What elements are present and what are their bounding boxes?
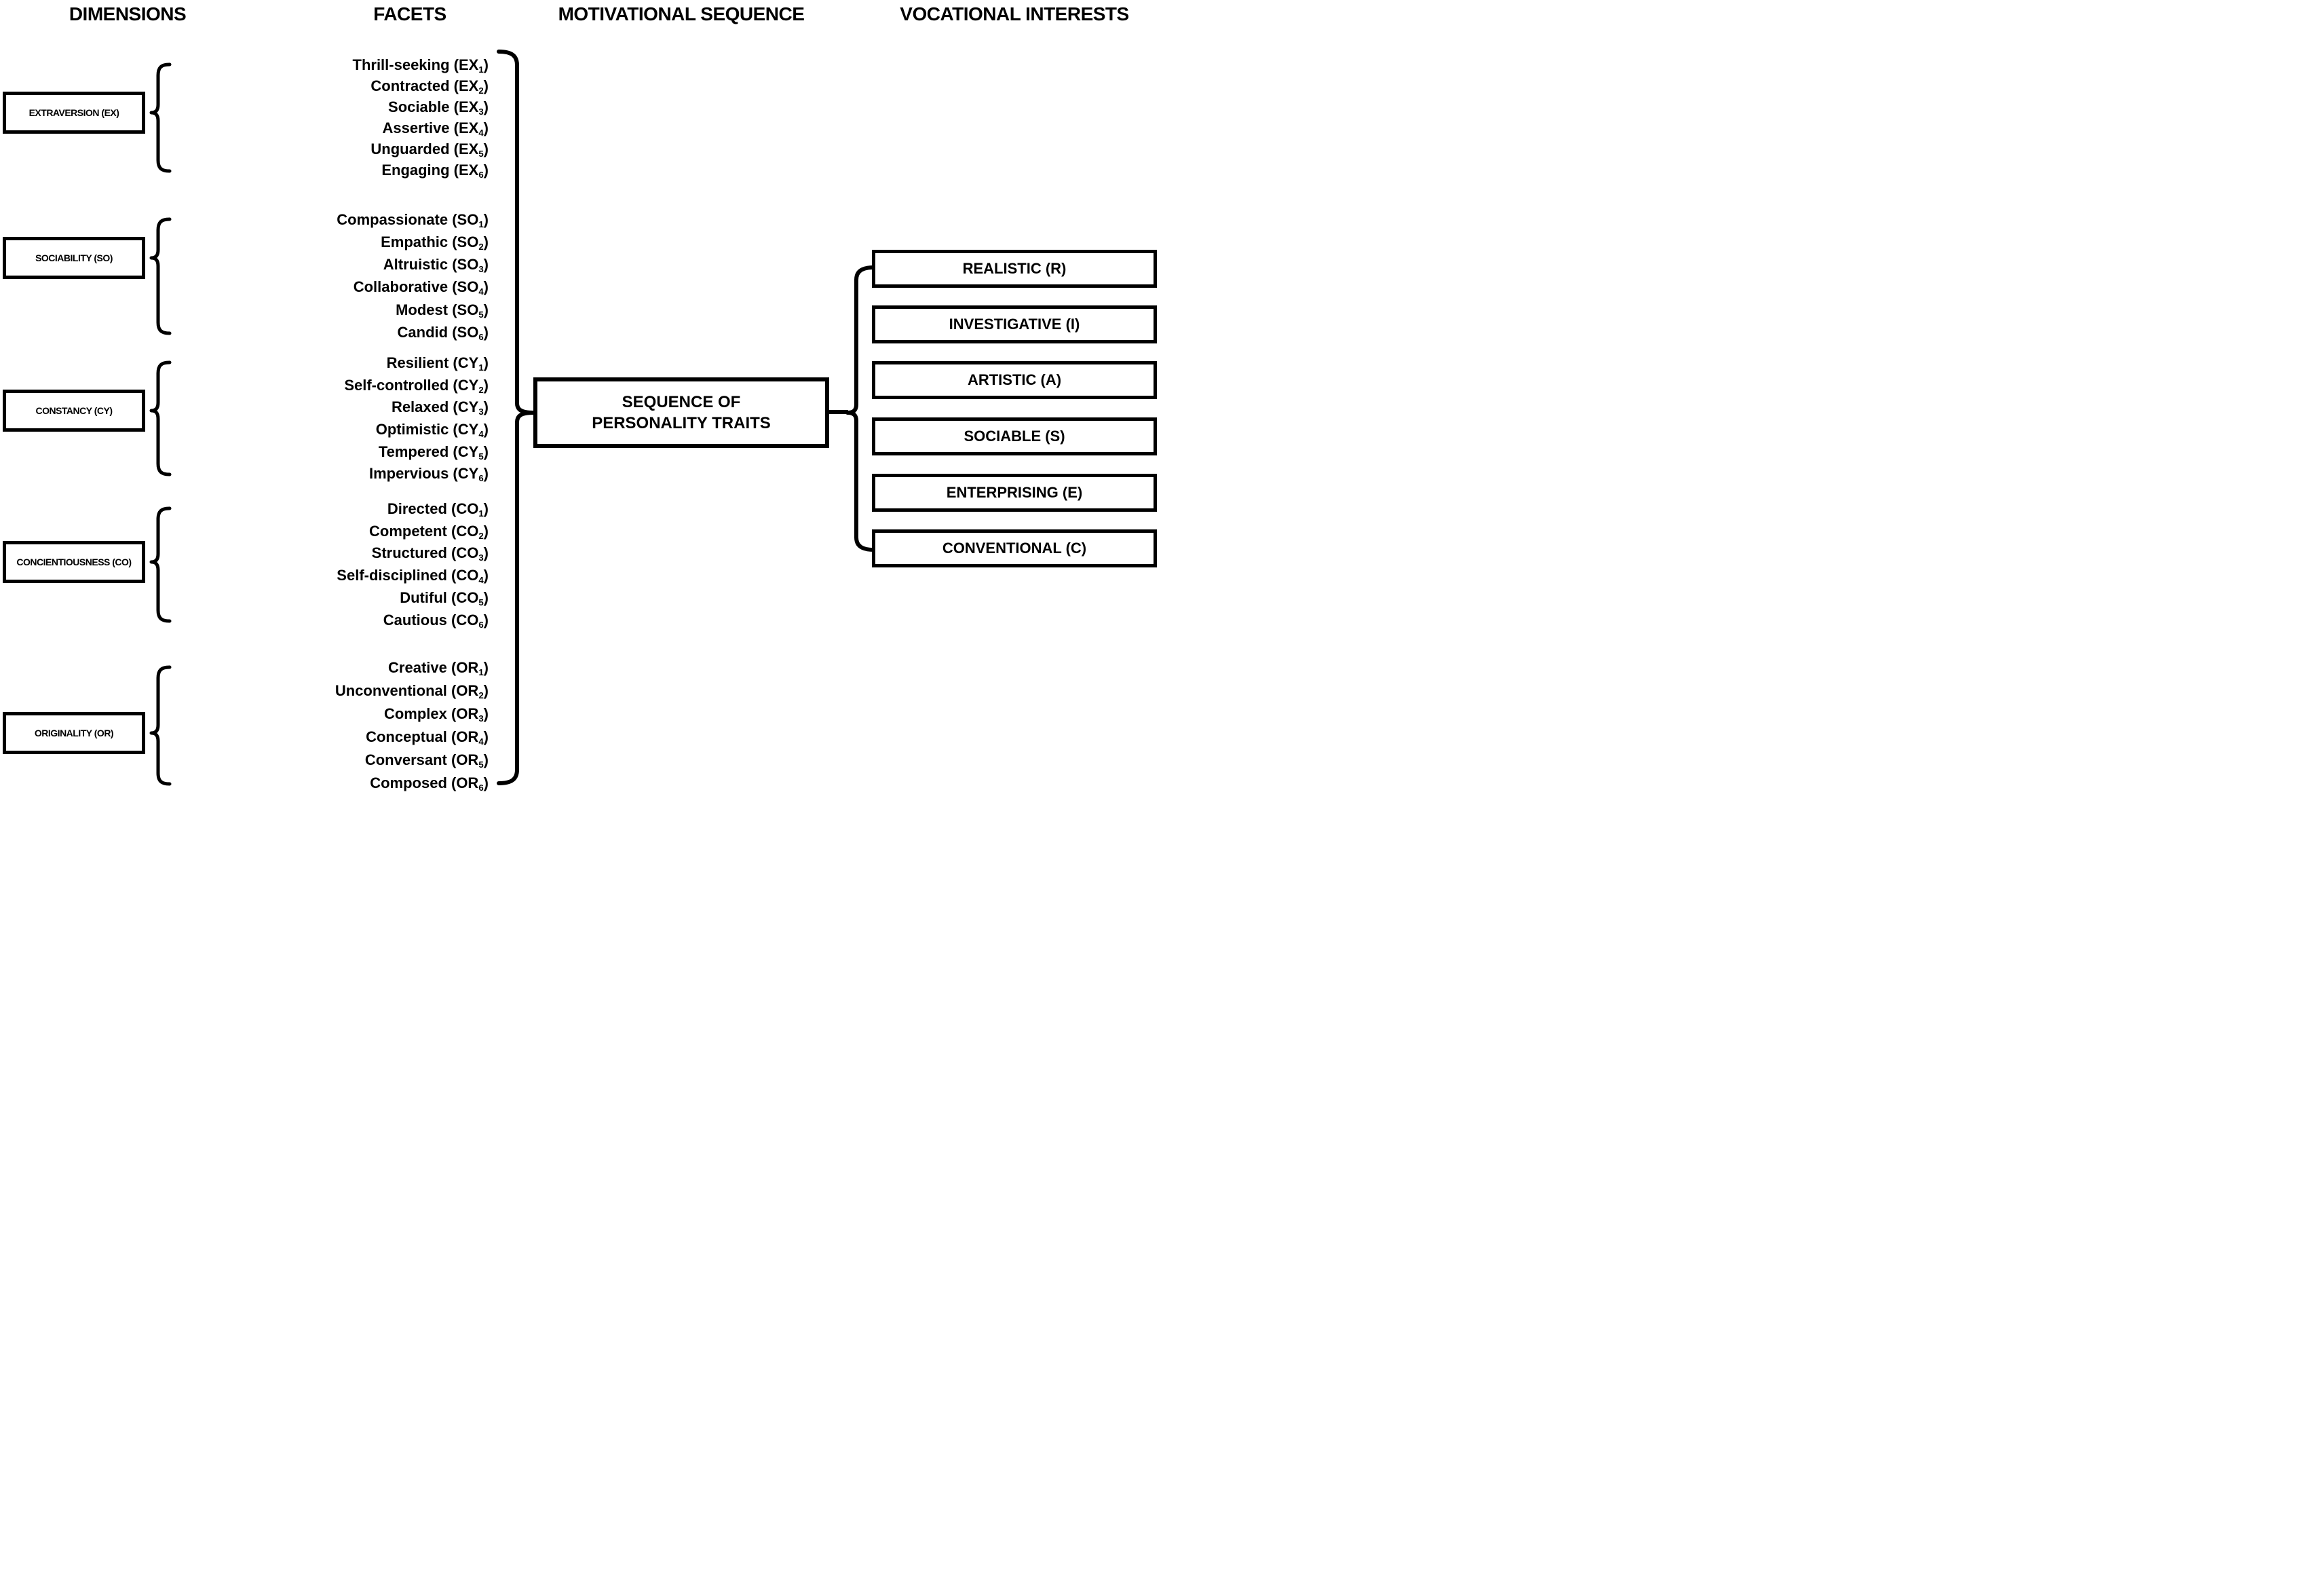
dimension-box-concientiousness (3, 541, 145, 583)
vocational-box-conventional (872, 529, 1157, 567)
facet-item-text: 3 (478, 406, 484, 417)
facet-item-text: ) (483, 377, 489, 394)
vocational-label: CONVENTIONAL (C) (942, 540, 1087, 557)
brace-concientiousness-facets (149, 506, 171, 623)
facet-item-text: ) (483, 324, 489, 341)
connector-line (825, 410, 848, 414)
facet-item (383, 254, 489, 276)
column-header-dimensions: DIMENSIONS (69, 3, 187, 24)
facet-item-text: ) (483, 751, 489, 768)
facet-item-text: ) (483, 500, 489, 517)
facet-item-text: 1 (478, 508, 484, 519)
facet-item-text: Sociable (EX (388, 98, 479, 115)
facet-item-text: Modest (SO (396, 301, 479, 318)
facet-item-text: 4 (478, 428, 484, 439)
facet-item-text: Tempered (CY (378, 443, 479, 460)
facet-item-text: ) (483, 278, 489, 295)
vocational-box-realistic (872, 250, 1157, 288)
facet-item (400, 587, 489, 609)
dimension-label: EXTRAVERSION (EX) (28, 107, 119, 118)
facet-item (370, 138, 489, 160)
facet-item (353, 54, 489, 76)
facet-item-text: 4 (478, 574, 484, 585)
column-header-facets: FACETS (373, 3, 446, 24)
facet-item-text: ) (483, 256, 489, 273)
facet-item-text: Complex (OR (383, 705, 479, 722)
facet-item-text: Composed (OR (370, 774, 479, 791)
facet-item-text: Thrill-seeking (EX (352, 56, 479, 73)
facet-item (337, 565, 489, 586)
dimension-label: CONCIENTIOUSNESS (CO) (16, 557, 132, 567)
facet-item-text: 2 (478, 530, 484, 541)
facet-item-text: ) (483, 589, 489, 606)
facet-item-text: 6 (478, 472, 484, 483)
facet-item (354, 276, 489, 298)
facet-item-text: ) (483, 162, 489, 179)
facet-item (381, 160, 489, 181)
facet-item-text: Structured (CO (371, 544, 479, 561)
facet-item (335, 680, 489, 702)
dimension-box-originality (3, 712, 145, 754)
facet-item-text: ) (483, 544, 489, 561)
vocational-box-investigative (872, 305, 1157, 343)
facet-item-text: Cautious (CO (383, 612, 479, 629)
column-header-motivational-sequence: MOTIVATIONAL SEQUENCE (558, 3, 805, 24)
facet-item-text: ) (483, 211, 489, 228)
facet-item-text: 6 (478, 169, 484, 180)
vocational-label: INVESTIGATIVE (I) (949, 316, 1080, 333)
facet-item-text: 1 (478, 219, 484, 229)
facet-item (369, 521, 489, 542)
facet-item-text: 5 (478, 148, 484, 159)
facet-item-text: 3 (478, 713, 484, 724)
facet-item-text: Optimistic (CY (375, 421, 479, 438)
facet-item (398, 322, 489, 343)
facet-item-text: Unguarded (EX (370, 140, 479, 157)
facet-item-text: Competent (CO (369, 523, 479, 540)
facet-item-text: Self-controlled (CY (344, 377, 479, 394)
facet-item-text: Assertive (EX (382, 119, 479, 136)
brace-facets-to-sequence (497, 49, 536, 786)
facet-item-text: ) (483, 301, 489, 318)
facet-item-text: Contracted (EX (370, 77, 479, 94)
diagram-canvas (0, 0, 1162, 797)
facet-item-text: Relaxed (CY (391, 398, 479, 415)
facet-item-text: Altruistic (SO (383, 256, 479, 273)
facet-item-text: 2 (478, 384, 484, 395)
facet-item-text: Dutiful (CO (400, 589, 479, 606)
column-header-vocational-interests: VOCATIONAL INTERESTS (900, 3, 1129, 24)
facet-item-text: ) (483, 612, 489, 629)
facet-item-text: 3 (478, 263, 484, 274)
facet-item-text: 4 (478, 286, 484, 297)
vocational-box-sociable (872, 417, 1157, 455)
facet-item-text: 5 (478, 597, 484, 607)
facet-item (388, 657, 489, 679)
facet-item-text: 3 (478, 106, 484, 117)
facet-item (337, 209, 489, 231)
vocational-label: ENTERPRISING (E) (946, 484, 1083, 501)
facet-item-text: ) (483, 233, 489, 250)
facet-item-text: ) (483, 98, 489, 115)
facet-item-text: 1 (478, 64, 484, 75)
facet-item-text: ) (483, 443, 489, 460)
vocational-label: SOCIABLE (S) (964, 428, 1065, 445)
facet-item (387, 352, 489, 374)
dimension-box-extraversion (3, 92, 145, 134)
facet-item-text: ) (483, 119, 489, 136)
facet-item (370, 772, 489, 794)
facet-item-text: 4 (478, 736, 484, 747)
facet-item-text: ) (483, 465, 489, 482)
facet-item-text: ) (483, 567, 489, 584)
facet-item-text: 5 (478, 451, 484, 462)
facet-item-text: 2 (478, 85, 484, 96)
facet-item-text: ) (483, 705, 489, 722)
brace-constancy-facets (149, 360, 171, 476)
facet-item (387, 498, 489, 520)
facet-item-text: 5 (478, 309, 484, 320)
sequence-box-line2: PERSONALITY TRAITS (592, 414, 771, 432)
facet-item (379, 441, 489, 463)
facet-item-text: 5 (478, 759, 484, 770)
facet-item (396, 299, 489, 321)
facet-item-text: Conversant (OR (364, 751, 479, 768)
dimension-label: CONSTANCY (CY) (35, 405, 113, 416)
facet-item-text: ) (483, 140, 489, 157)
facet-item-text: Engaging (EX (381, 162, 479, 179)
vocational-label: REALISTIC (R) (962, 260, 1067, 277)
facet-item (344, 375, 489, 396)
facet-item-text: 6 (478, 619, 484, 630)
facet-item-text: ) (483, 728, 489, 745)
facet-item-text: Empathic (SO (381, 233, 479, 250)
facet-item-text: 2 (478, 241, 484, 252)
facet-item (384, 703, 489, 725)
facet-item-text: Self-disciplined (CO (337, 567, 479, 584)
facet-item-text: 1 (478, 362, 484, 373)
vocational-box-artistic (872, 361, 1157, 399)
facet-item-text: 3 (478, 552, 484, 563)
facet-item-text: 6 (478, 331, 484, 342)
facet-item-text: 1 (478, 667, 484, 677)
facet-item-text: Unconventional (OR (335, 682, 479, 699)
facet-item-text: ) (483, 659, 489, 676)
facet-item (370, 75, 489, 97)
facet-item-text: ) (483, 682, 489, 699)
facet-item (369, 463, 489, 485)
facet-item (376, 419, 489, 441)
facet-item-text: Directed (CO (387, 500, 479, 517)
facet-item (366, 726, 489, 748)
facet-item (383, 610, 489, 631)
facet-item-text: ) (483, 354, 489, 371)
facet-item (388, 96, 489, 118)
facet-item-text: 4 (478, 127, 484, 138)
facet-item-text: Impervious (CY (368, 465, 479, 482)
facet-item-text: ) (483, 774, 489, 791)
brace-sequence-to-interests (845, 265, 875, 552)
sequence-box-line1: SEQUENCE OF (622, 393, 741, 411)
facet-item-text: Collaborative (SO (353, 278, 479, 295)
facet-item (392, 396, 489, 418)
facet-item-text: 2 (478, 690, 484, 700)
facet-item-text: ) (483, 56, 489, 73)
dimension-label: SOCIABILITY (SO) (35, 252, 113, 263)
dimension-box-sociability (3, 237, 145, 279)
facet-item-text: Resilient (CY (386, 354, 479, 371)
brace-extraversion-facets (149, 62, 171, 173)
facet-item (365, 749, 489, 771)
facet-item (381, 231, 489, 253)
brace-originality-facets (149, 665, 171, 786)
facet-item-text: ) (483, 421, 489, 438)
facet-item-text: Creative (OR (388, 659, 479, 676)
dimension-box-constancy (3, 390, 145, 432)
facet-item-text: ) (483, 523, 489, 540)
facet-item (382, 117, 489, 139)
facet-item-text: ) (483, 77, 489, 94)
facet-item-text: Compassionate (SO (337, 211, 479, 228)
brace-sociability-facets (149, 217, 171, 335)
facet-item-text: Conceptual (OR (366, 728, 479, 745)
facet-item-text: Candid (SO (397, 324, 479, 341)
facet-item (372, 542, 489, 564)
dimension-label: ORIGINALITY (OR) (34, 728, 114, 738)
facet-item-text: 6 (478, 782, 484, 793)
vocational-box-enterprising (872, 474, 1157, 512)
sequence-of-personality-traits-box (533, 377, 829, 448)
vocational-label: ARTISTIC (A) (967, 371, 1062, 388)
facet-item-text: ) (483, 398, 489, 415)
